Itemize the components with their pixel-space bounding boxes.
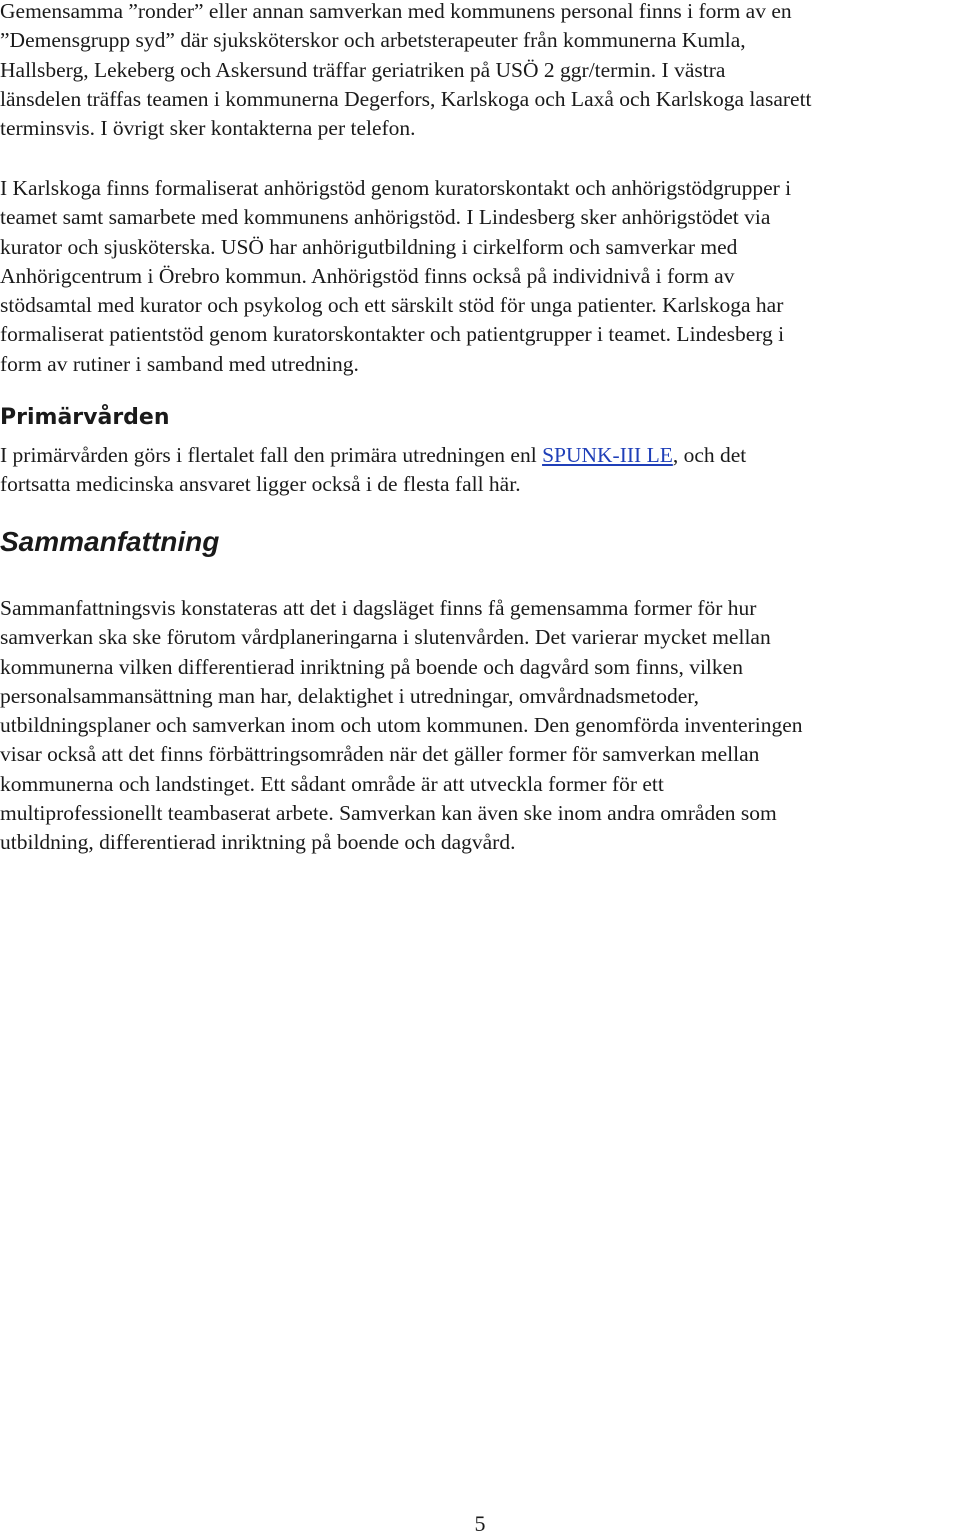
paragraph-primarvarden (0, 441, 960, 500)
heading-sammanfattning: Sammanfattning (0, 526, 220, 557)
paragraph-primarvarden-text-start: I primärvården görs i flertalet fall den primära utredningen enl (0, 443, 543, 467)
heading-primarvarden: Primärvården (0, 405, 170, 430)
paragraph-primarvarden-text-end: , och det fortsatta medicinska ansvaret ligger också i de flesta fall här. (0, 443, 747, 497)
spunk-link[interactable]: SPUNK-III LE (542, 443, 673, 467)
page-number: 5 (474, 1511, 486, 1536)
paragraph-anhorigstod: I Karlskoga finns formaliserat anhörigstöd genom kuratorskontakt och anhörigstödgrupper i teamet samt samarbete med kommunens anhörigstöd. I Lindesberg sker anhörigstödet via kurator och sjusköterska. USÖ har anhörigutbildning i cirkelform och samverkar med Anhörigcentrum i Örebro kommun. Anhörigstöd finns också på individnivå i form av stödsamtal med kurator och psykolog och ett särskilt stöd för unga patienter. Karlskoga har formaliserat patientstöd genom kuratorskontakter och patientgrupper i teamet. Lindesberg i form av rutiner i samband med utredning. (0, 176, 792, 376)
paragraph-sammanfattning: Sammanfattningsvis konstateras att det i dagsläget finns få gemensamma former för hur samverkan ska ske förutom vårdplaneringarna i slutenvården. Det varierar mycket mellan kommunerna vilken differentierad inriktning på boende och dagvård som finns, vilken personalsammansättning man har, delaktighet i utredningar, omvårdnadsmetoder, utbildningsplaner och samverkan inom och utom kommunen. Den genomförda inventeringen visar också att det finns förbättringsområden när det gäller former för samverkan mellan kommunerna och landstinget. Ett sådant område är att utveckla former för ett multiprofessionellt teambaserat arbete. Samverkan kan även ske inom andra områden som utbildning, differentierad inriktning på boende och dagvård. (0, 596, 803, 855)
paragraph-demensgrupp: Gemensamma ”ronder” eller annan samverkan med kommunens personal finns i form av en ”Demensgrupp syd” där sjuksköterskor och arbetsterapeuter från kommunerna Kumla, Hallsberg, Lekeberg och Askersund träffar geriatriken på USÖ 2 ggr/termin. I västra länsdelen träffas teamen i kommunerna Degerfors, Karlskoga och Laxå och Karlskoga lasarett terminsvis. I övrigt sker kontakterna per telefon. (0, 0, 812, 141)
